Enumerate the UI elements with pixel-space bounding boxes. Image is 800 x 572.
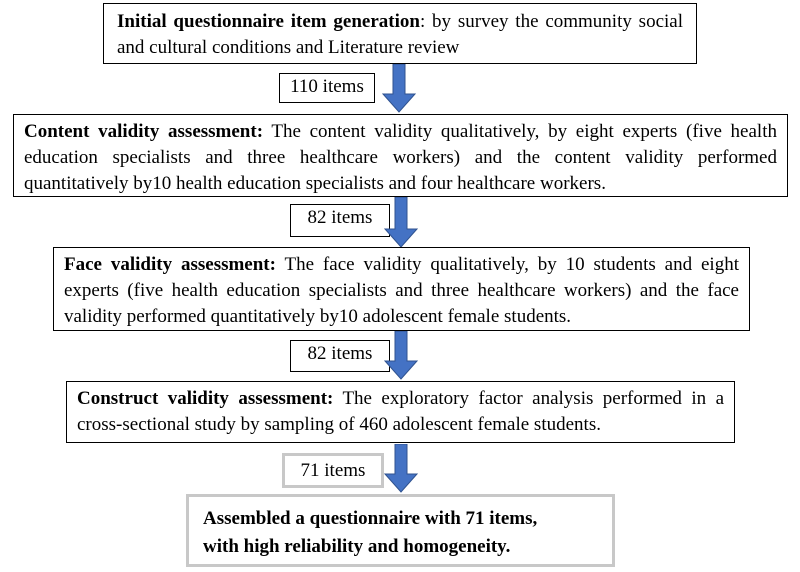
step-heading: Initial questionnaire item generation [117, 11, 420, 32]
item-count-110: 110 items [279, 73, 375, 103]
step-face-validity [53, 247, 750, 331]
step-initial-item-generation [103, 3, 697, 64]
step-heading: Construct validity assessment: [77, 388, 334, 409]
item-count-82-content: 82 items [290, 204, 390, 237]
final-line-1: Assembled a questionnaire with 71 items, [203, 508, 538, 529]
item-count-71: 71 items [282, 453, 384, 488]
step-body: The content validity qualitatively, by eight experts (five health education specialists and three healthcare workers) and the content validity performed quantitatively by10 health education specialists and four healthcare workers. [24, 121, 777, 194]
final-line-2: with high reliability and homogeneity. [203, 536, 511, 557]
item-count-82-face: 82 items [290, 340, 390, 372]
final-assembled-questionnaire [186, 494, 615, 567]
step-construct-validity [66, 381, 735, 443]
step-body: : by survey the community social and cultural conditions and Literature review [117, 11, 683, 58]
step-content-validity [13, 114, 788, 197]
step-body: The exploratory factor analysis performed in a cross-sectional study by sampling of 460 adolescent female students. [77, 388, 724, 435]
step-heading: Face validity assessment: [64, 254, 276, 275]
step-heading: Content validity assessment: [24, 121, 264, 142]
step-body: The face validity qualitatively, by 10 students and eight experts (five health education specialists and three healthcare workers) and the face validity performed quantitatively by10 adolescent female students. [64, 254, 739, 327]
